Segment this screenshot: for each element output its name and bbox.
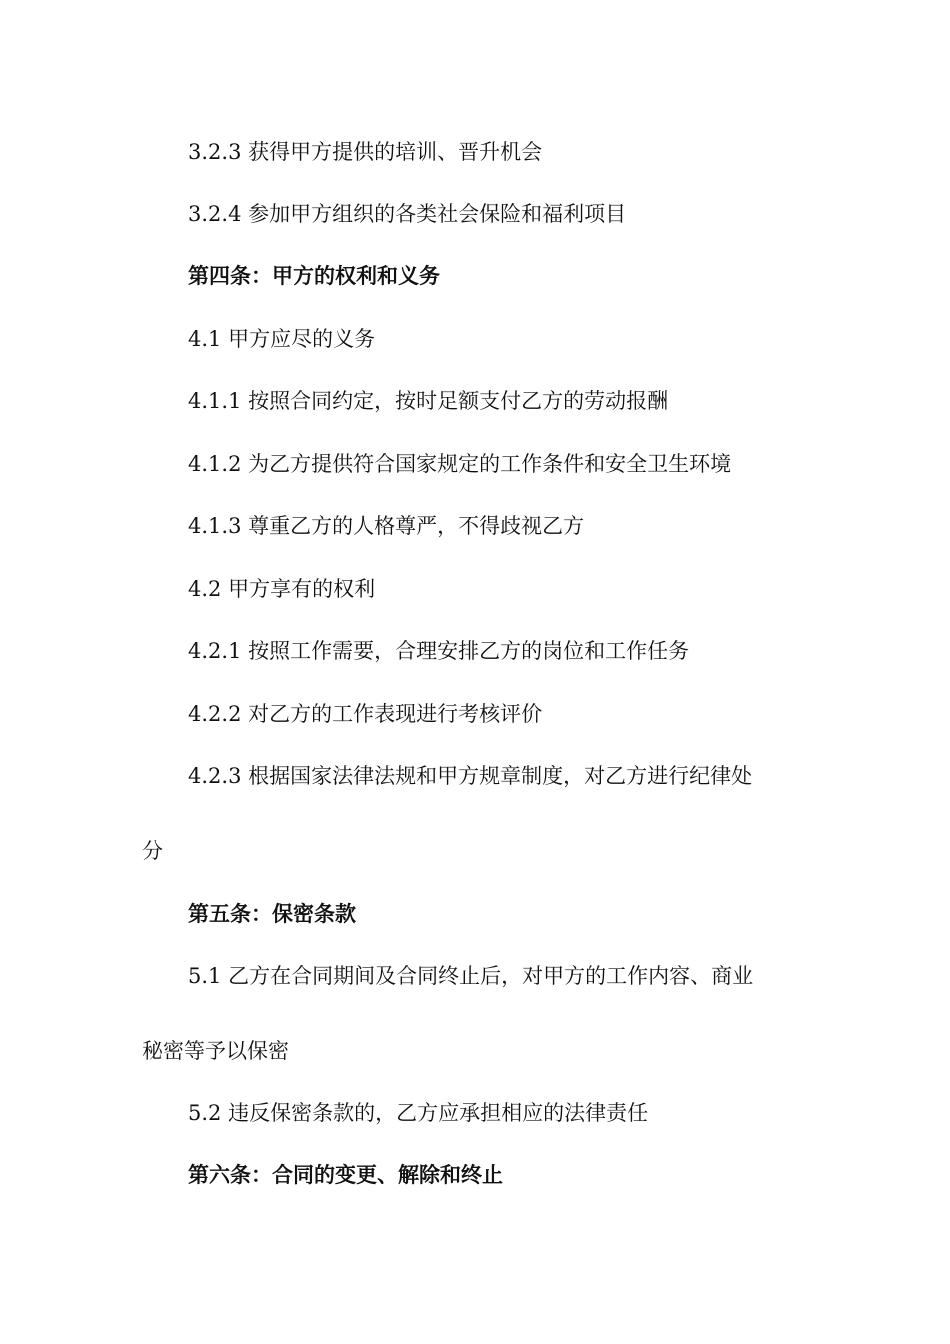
clause-4-1-3: 4.1.3 尊重乙方的人格尊严，不得歧视乙方 (188, 514, 585, 538)
article-6-heading: 第六条：合同的变更、解除和终止 (188, 1162, 503, 1187)
clause-4-2: 4.2 甲方享有的权利 (188, 577, 376, 601)
clause-4-1-1: 4.1.1 按照合同约定，按时足额支付乙方的劳动报酬 (188, 389, 669, 413)
clause-4-1: 4.1 甲方应尽的义务 (188, 327, 376, 351)
clause-4-2-1: 4.2.1 按照工作需要，合理安排乙方的岗位和工作任务 (188, 639, 690, 663)
clause-4-1-2: 4.1.2 为乙方提供符合国家规定的工作条件和安全卫生环境 (188, 452, 732, 476)
clause-4-2-3: 4.2.3 根据国家法律法规和甲方规章制度，对乙方进行纪律处 (188, 764, 753, 788)
article-5-heading: 第五条：保密条款 (188, 901, 356, 926)
article-4-heading: 第四条：甲方的权利和义务 (188, 263, 440, 288)
clause-5-1-continuation: 秘密等予以保密 (142, 1039, 289, 1063)
clause-4-2-3-continuation: 分 (142, 839, 163, 863)
clause-3-2-4: 3.2.4 参加甲方组织的各类社会保险和福利项目 (188, 202, 627, 226)
clause-3-2-3: 3.2.3 获得甲方提供的培训、晋升机会 (188, 140, 543, 164)
clause-5-1: 5.1 乙方在合同期间及合同终止后，对甲方的工作内容、商业 (188, 964, 754, 988)
clause-5-2: 5.2 违反保密条款的，乙方应承担相应的法律责任 (188, 1101, 649, 1125)
clause-4-2-2: 4.2.2 对乙方的工作表现进行考核评价 (188, 702, 543, 726)
